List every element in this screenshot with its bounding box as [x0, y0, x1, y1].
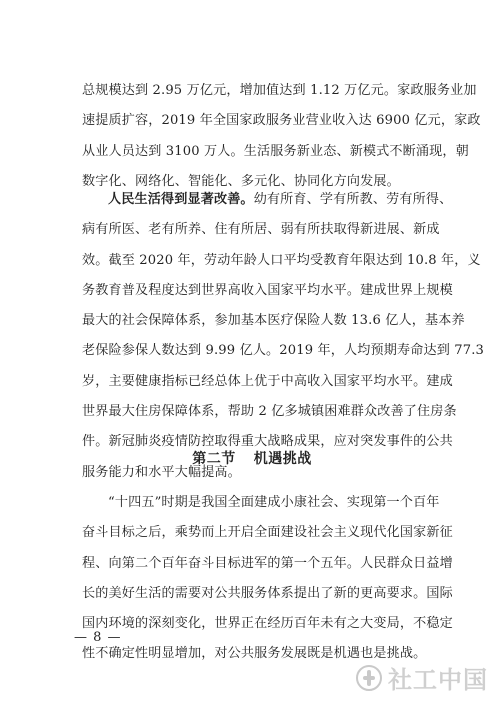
text-line: 服务能力和水平大幅提高。: [82, 464, 241, 480]
text-line: 速提质扩容，2019 年全国家政服务业营业收入达 6900 亿元，家政: [82, 113, 481, 129]
text-line: 长的美好生活的需要对公共服务体系提出了新的更高要求。国际: [82, 585, 453, 601]
text-line: 程、向第二个百年奋斗目标进军的第一个五年。人民群众日益增: [82, 555, 453, 571]
watermark: [356, 660, 488, 695]
text-line: 奋斗目标之后，乘势而上开启全面建设社会主义现代化国家新征: [82, 525, 453, 541]
text-line: 总规模达到 2.95 万亿元，增加值达到 1.12 万亿元。家政服务业加: [82, 83, 477, 98]
page-number: — 8 —: [74, 630, 122, 645]
text-line: 从业人员达到 3100 万人。生活服务新业态、新模式不断涌现，朝: [82, 143, 469, 159]
text-line: 老保险参保人数达到 9.99 亿人。2019 年，人均预期寿命达到 77.3: [82, 343, 485, 359]
paragraph-living-standards: [82, 185, 485, 488]
text-line-first: “十四五”时期是我国全面建成小康社会、实现第一个百年: [108, 495, 440, 510]
section-number: 第二节: [192, 451, 236, 467]
watermark-text: 社工中国: [388, 666, 488, 694]
text-line: 务教育普及程度达到世界高收入国家平均水平。建成世界上规模: [82, 282, 453, 298]
text-line: 世界最大住房保障体系，帮助 2 亿多城镇困难群众改善了住房条: [82, 404, 457, 420]
text-line: 岁，主要健康指标已经总体上优于中高收入国家平均水平。建成: [82, 373, 453, 389]
text-line: 性不确定性明显增加，对公共服务发展既是机遇也是挑战。: [82, 646, 427, 662]
text-line: 数字化、网络化、智能化、多元化、协同化方向发展。: [82, 173, 400, 189]
paragraph-household-services: [82, 76, 481, 197]
paragraph-opportunities-challenges: [82, 488, 453, 670]
section-title: 机遇挑战: [253, 451, 312, 467]
text-line: 效。截至 2020 年，劳动年龄人口平均受教育年限达到 10.8 年，义: [82, 252, 481, 268]
section-heading: [82, 448, 422, 468]
social-work-cross-logo-icon: [356, 665, 382, 691]
text-line: 国内环境的深刻变化，世界正在经历百年未有之大变局，不稳定: [82, 616, 453, 632]
text-line: 件。新冠肺炎疫情防控取得重大战略成果，应对突发事件的公共: [82, 434, 453, 450]
text-line: 最大的社会保障体系，参加基本医疗保险人数 13.6 亿人，基本养: [82, 313, 465, 329]
text-line-rest: 幼有所育、学有所教、劳有所得、: [253, 192, 453, 207]
text-line: 病有所医、老有所养、住有所居、弱有所扶取得新进展、新成: [82, 222, 440, 238]
paragraph-lead-heading: 人民生活得到显著改善。: [108, 192, 254, 207]
text-line-first: [82, 185, 453, 215]
